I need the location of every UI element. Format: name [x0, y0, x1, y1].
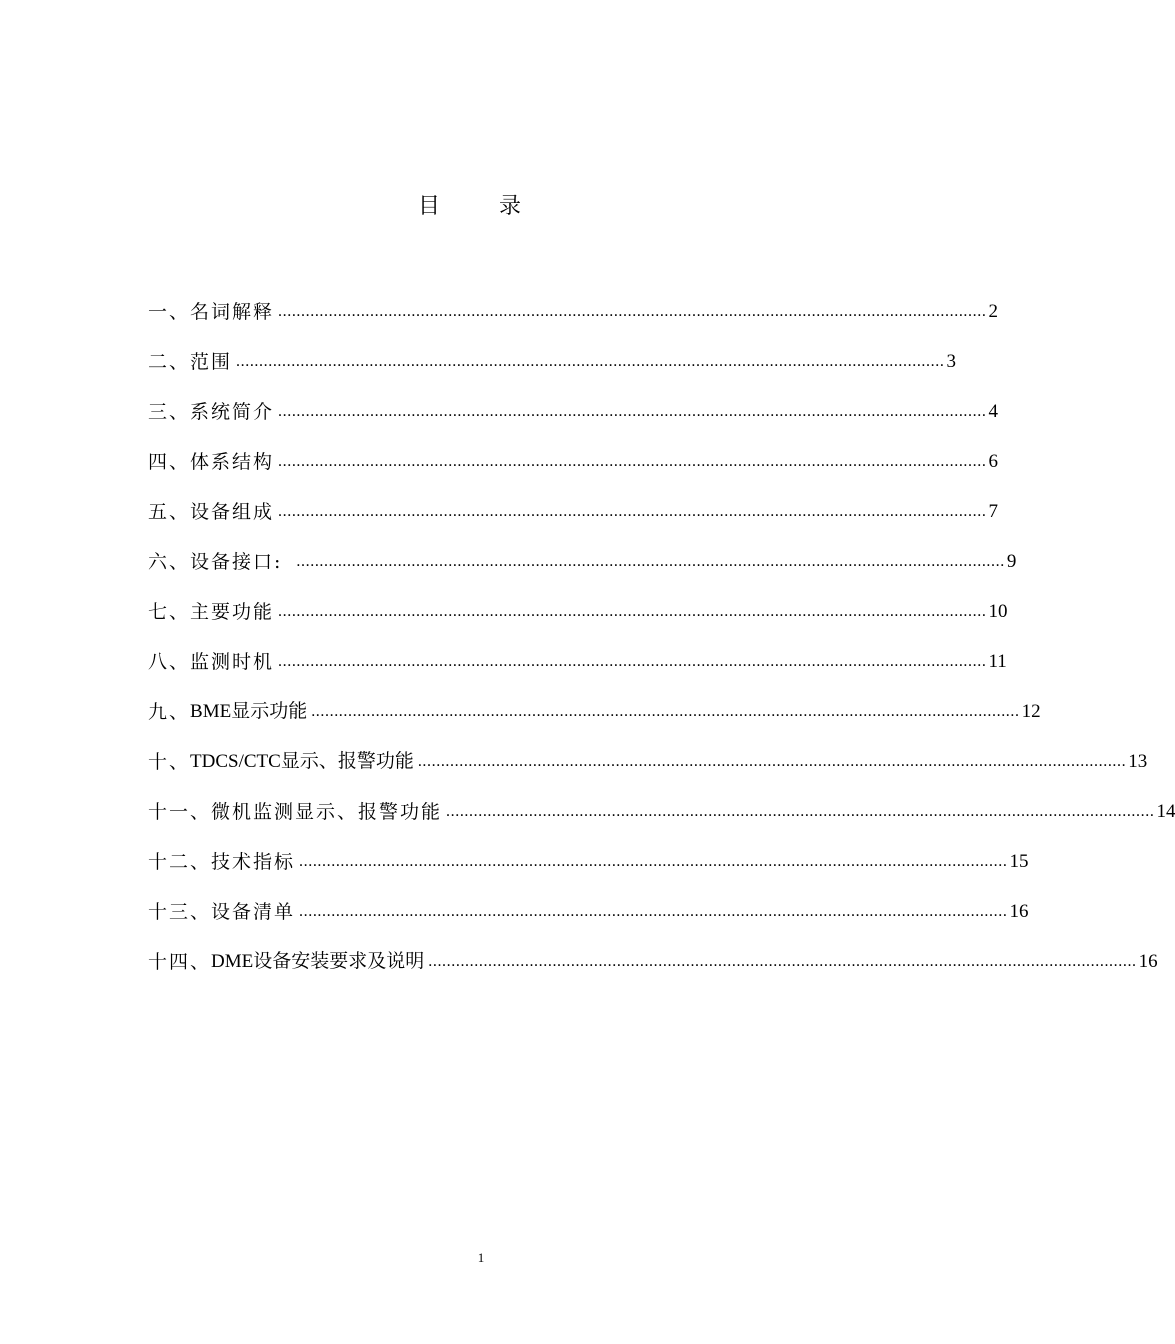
toc-title-text: DME设备安装要求及说明: [211, 951, 425, 972]
toc-page-number: 7: [988, 501, 998, 522]
toc-leader-dots: ..........................................................................................................................................................: [428, 953, 1137, 970]
toc-title: 设备接口:: [190, 551, 283, 573]
toc-page-number: 6: [988, 451, 998, 472]
toc-leader-dots: ..........................................................................................................................................................: [417, 753, 1127, 770]
toc-page-number: 4: [988, 401, 998, 422]
toc-number: 六、: [148, 551, 191, 573]
toc-entry-8[interactable]: [148, 645, 1007, 675]
toc-entry-1[interactable]: [148, 295, 998, 325]
toc-leader-dots: ..........................................................................................................................................................: [299, 903, 1008, 920]
toc-title: 名词解释: [190, 301, 275, 323]
toc-title: 体系结构: [190, 451, 275, 473]
toc-page-number: 3: [946, 351, 956, 372]
toc-leader-dots: ..........................................................................................................................................................: [278, 303, 987, 320]
toc-leader-dots: ..........................................................................................................................................................: [236, 353, 945, 370]
toc-leader-dots: ..........................................................................................................................................................: [446, 803, 1155, 820]
toc-entry-2[interactable]: [148, 345, 956, 375]
toc-title: 系统简介: [190, 401, 275, 423]
page-title: 目 录: [418, 194, 547, 219]
toc-title: 设备清单: [211, 901, 296, 923]
toc-number: 十、: [148, 751, 191, 773]
toc-number: 九、: [148, 701, 191, 723]
toc-number: 七、: [148, 601, 191, 623]
toc-entry-9[interactable]: [148, 695, 1041, 725]
toc-entry-14[interactable]: [148, 945, 1158, 975]
toc-entry-4[interactable]: [148, 445, 998, 475]
toc-number: 十三、: [148, 901, 212, 923]
toc-page-number: 16: [1009, 901, 1029, 922]
toc-number: 十二、: [148, 851, 212, 873]
toc-title: 监测时机: [190, 651, 275, 673]
toc-entry-11[interactable]: [148, 795, 1175, 825]
toc-leader-dots: ..........................................................................................................................................................: [296, 553, 1005, 570]
toc-number: 十四、: [148, 951, 212, 973]
toc-title: 微机监测显示、报警功能: [211, 801, 443, 823]
toc-page-number: 9: [1006, 551, 1017, 572]
page-number: 1: [477, 1250, 485, 1265]
toc-number: 四、: [148, 451, 191, 473]
toc-title: 技术指标: [211, 851, 296, 873]
toc-title: 主要功能: [190, 601, 275, 623]
toc-entry-12[interactable]: [148, 845, 1029, 875]
toc-number: 五、: [148, 501, 191, 523]
toc-page-number: 10: [988, 601, 1008, 622]
toc-number: 十一、: [148, 801, 212, 823]
toc-leader-dots: ..........................................................................................................................................................: [278, 603, 987, 620]
toc-page-number: 15: [1009, 851, 1029, 872]
toc-entry-6[interactable]: [148, 545, 1017, 575]
toc-title: [190, 748, 414, 775]
toc-title: 范围: [190, 351, 233, 373]
toc-entry-13[interactable]: [148, 895, 1029, 925]
toc-page-number: 2: [988, 301, 998, 322]
toc-title-text: TDCS/CTC显示、报警功能: [190, 751, 414, 772]
toc-page-number: 12: [1021, 701, 1041, 722]
toc-leader-dots: ..........................................................................................................................................................: [299, 853, 1008, 870]
toc-title: [211, 948, 424, 975]
toc-entry-10[interactable]: [148, 745, 1148, 775]
toc-title: 设备组成: [190, 501, 275, 523]
toc-page-number: 11: [988, 651, 1007, 672]
toc-leader-dots: ..........................................................................................................................................................: [278, 653, 987, 670]
toc-number: 三、: [148, 401, 191, 423]
toc-leader-dots: ..........................................................................................................................................................: [278, 453, 987, 470]
toc-page-number: 14: [1156, 801, 1175, 822]
toc-number: 二、: [148, 351, 191, 373]
toc-entry-5[interactable]: [148, 495, 998, 525]
toc-number: 一、: [148, 301, 191, 323]
toc-leader-dots: ..........................................................................................................................................................: [311, 703, 1020, 720]
toc-leader-dots: ..........................................................................................................................................................: [278, 503, 987, 520]
toc-page-number: 13: [1128, 751, 1148, 772]
toc-number: 八、: [148, 651, 191, 673]
toc-leader-dots: ..........................................................................................................................................................: [278, 403, 987, 420]
toc-entry-3[interactable]: [148, 395, 998, 425]
toc-title-text: BME显示功能: [190, 701, 308, 722]
toc-title: [190, 698, 307, 725]
toc-entry-7[interactable]: [148, 595, 1008, 625]
toc-page-number: 16: [1138, 951, 1158, 972]
